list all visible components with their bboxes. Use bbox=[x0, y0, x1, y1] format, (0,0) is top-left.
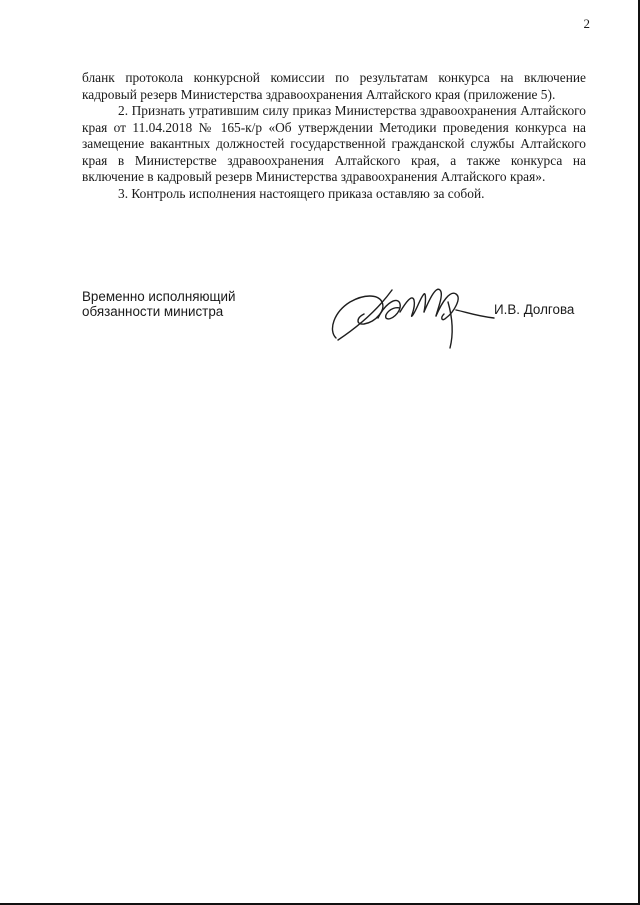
signer-name: И.В. Долгова bbox=[494, 302, 575, 317]
paragraph-control: 3. Контроль исполнения настоящего приказа оставляю за собой. bbox=[118, 185, 485, 201]
signer-position bbox=[82, 290, 236, 319]
paragraph-continuation: бланк протокола конкурсной комиссии по результатам конкурса на включение кадровый резерв Министерства здравоохранения Алтайского края (приложение 5). bbox=[82, 70, 586, 102]
handwritten-signature bbox=[326, 272, 516, 352]
signer-position-line-2: обязанности министра bbox=[82, 303, 224, 319]
page-number: 2 bbox=[583, 16, 590, 31]
signer-position-line-1: Временно исполняющий bbox=[82, 289, 236, 304]
paragraph-repeal-order: 2. Признать утратившим силу приказ Министерства здравоохранения Алтайского края от 11.04.2018 № 165-к/р «Об утверждении Методики проведения конкурса на замещение вакантных должностей государственной гражданской службы Алтайского края в Министерстве здравоохранения Алтайского края, а также конкурса на включение в кадровый резерв Министерства здравоохранения Алтайского края». bbox=[82, 103, 586, 184]
document-body bbox=[82, 70, 586, 202]
